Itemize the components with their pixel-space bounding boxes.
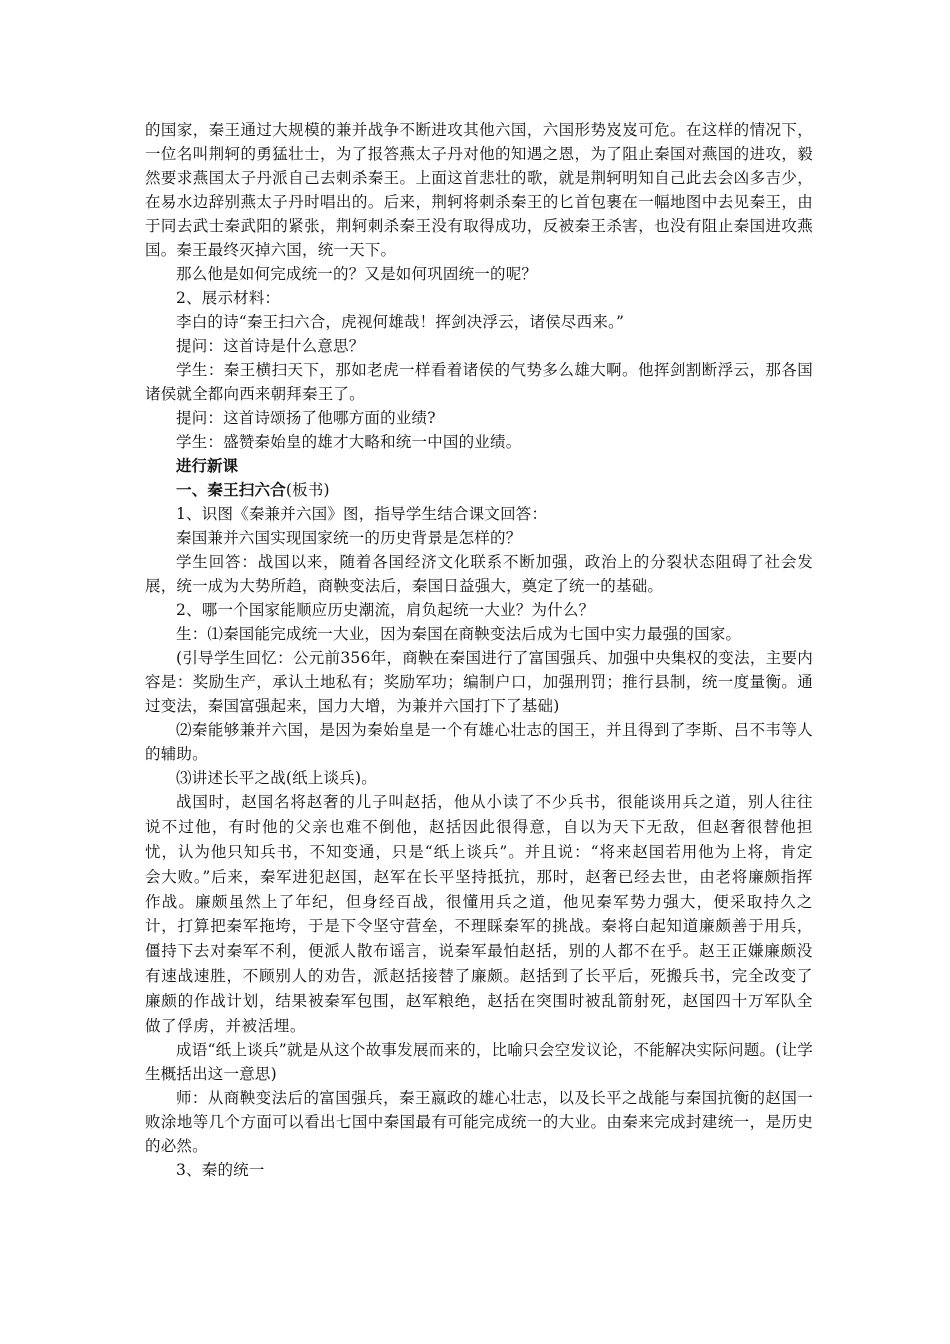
heading-section-1 <box>145 478 813 502</box>
paragraph-student-background-answer: 学生回答：战国以来，随着各国经济文化联系不断加强，政治上的分裂状态阻碍了社会发展，统一成为大势所趋，商鞅变法后，秦国日益强大，奠定了统一的基础。 <box>145 553 813 596</box>
paragraph-student-answer-achievement: 学生：盛赞秦始皇的雄才大略和统一中国的业绩。 <box>176 433 522 452</box>
paragraph-map-reading: 1、识图《秦兼并六国》图，指导学生结合课文回答： <box>176 505 548 524</box>
document-page <box>145 118 813 1183</box>
paragraph-jingke-background: 的国家，秦王通过大规模的兼并战争不断进攻其他六国，六国形势岌岌可危。在这样的情况下，一位名叫荆轲的勇猛壮士，为了报答燕太子丹对他的知遇之恩，为了阻止秦国对燕国的进攻，毅然要求燕国太子丹派自己去刺杀秦王。上面这首悲壮的歌，就是荆轲明知自己此去会凶多吉少，在易水边辞别燕太子丹时唱出的。后来，荆轲将刺杀秦王的匕首包裹在一幅地图中去见秦王，由于同去武士秦武阳的紧张，荆轲刺杀秦王没有取得成功，反被秦王杀害，也没有阻止秦国进攻燕国。秦王最终灭掉六国，统一天下。 <box>145 121 813 260</box>
paragraph-which-state-question: 2、哪一个国家能顺应历史潮流，肩负起统一大业？为什么？ <box>176 601 595 620</box>
paragraph-answer-3: ⑶讲述长平之战(纸上谈兵)。 <box>176 769 377 788</box>
paragraph-show-material: 2、展示材料： <box>176 289 281 308</box>
paragraph-question-achievement: 提问：这首诗颂扬了他哪方面的业绩? <box>176 409 436 428</box>
paragraph-shang-yang-reform: (引导学生回忆：公元前356年，商鞅在秦国进行了富国强兵、加强中央集权的变法，主要内容是：奖励生产，承认土地私有；奖励军功；编制户口，加强刑罚；推行县制，统一度量衡。通过变法，秦国富强起来，国力大增，为兼并六国打下了基础) <box>145 649 813 716</box>
paragraph-changping-story: 战国时，赵国名将赵奢的儿子叫赵括，他从小读了不少兵书，很能谈用兵之道，别人往往说不过他，有时他的父亲也难不倒他，赵括因此很得意，自以为天下无敌，但赵奢很替他担忧，认为他只知兵书，不知变通，只是“纸上谈兵”。并且说：“将来赵国若用他为上将，肯定会大败。”后来，秦军进犯赵国，赵军在长平坚持抵抗，那时，赵奢已经去世，由老将廉颇指挥作战。廉颇虽然上了年纪，但身经百战，很懂用兵之道，他见秦军势力强大，便采取持久之计，打算把秦军拖垮，于是下令坚守营垒，不理睬秦军的挑战。秦将白起知道廉颇善于用兵，僵持下去对秦军不利，便派人散布谣言，说秦军最怕赵括，别的人都不在乎。赵王正嫌廉颇没有速战速胜，不顾别人的劝告，派赵括接替了廉颇。赵括到了长平后，死搬兵书，完全改变了廉颇的作战计划，结果被秦军包围，赵军粮绝，赵括在突围时被乱箭射死，赵国四十万军队全做了俘虏，并被活埋。 <box>145 793 813 1035</box>
paragraph-teacher-summary: 师：从商鞅变法后的富国强兵，秦王嬴政的雄心壮志，以及长平之战能与秦国抗衡的赵国一败涂地等几个方面可以看出七国中秦国最有可能完成统一的大业。由秦来完成封建统一，是历史的必然。 <box>145 1089 813 1156</box>
paragraph-background-question: 秦国兼并六国实现国家统一的历史背景是怎样的？ <box>176 529 522 548</box>
paragraph-student-answer-poem: 学生：秦王横扫天下，那如老虎一样看着诸侯的气势多么雄大啊。他挥剑割断浮云，那各国诸侯就全都向西来朝拜秦王了。 <box>145 361 813 404</box>
paragraph-answer-1: 生：⑴秦国能完成统一大业，因为秦国在商鞅变法后成为七国中实力最强的国家。 <box>176 625 742 644</box>
paragraph-idiom-meaning: 成语“纸上谈兵”就是从这个故事发展而来的，比喻只会空发议论，不能解决实际问题。(让学生概括出这一意思) <box>145 1041 813 1084</box>
heading-section-1-title: 一、秦王扫六合 <box>176 480 286 500</box>
heading-section-1-note: (板书) <box>285 481 330 500</box>
paragraph-qin-unification-heading: 3、秦的统一 <box>176 1161 265 1180</box>
paragraph-question-unification: 那么他是如何完成统一的？又是如何巩固统一的呢？ <box>176 265 538 284</box>
paragraph-answer-2: ⑵秦能够兼并六国，是因为秦始皇是一个有雄心壮志的国王，并且得到了李斯、吕不韦等人的辅助。 <box>145 721 813 764</box>
heading-new-lesson: 进行新课 <box>176 456 239 476</box>
paragraph-question-poem-meaning: 提问：这首诗是什么意思？ <box>176 337 365 356</box>
paragraph-libai-poem: 李白的诗“秦王扫六合，虎视何雄哉！挥剑决浮云，诸侯尽西来。” <box>176 313 625 332</box>
